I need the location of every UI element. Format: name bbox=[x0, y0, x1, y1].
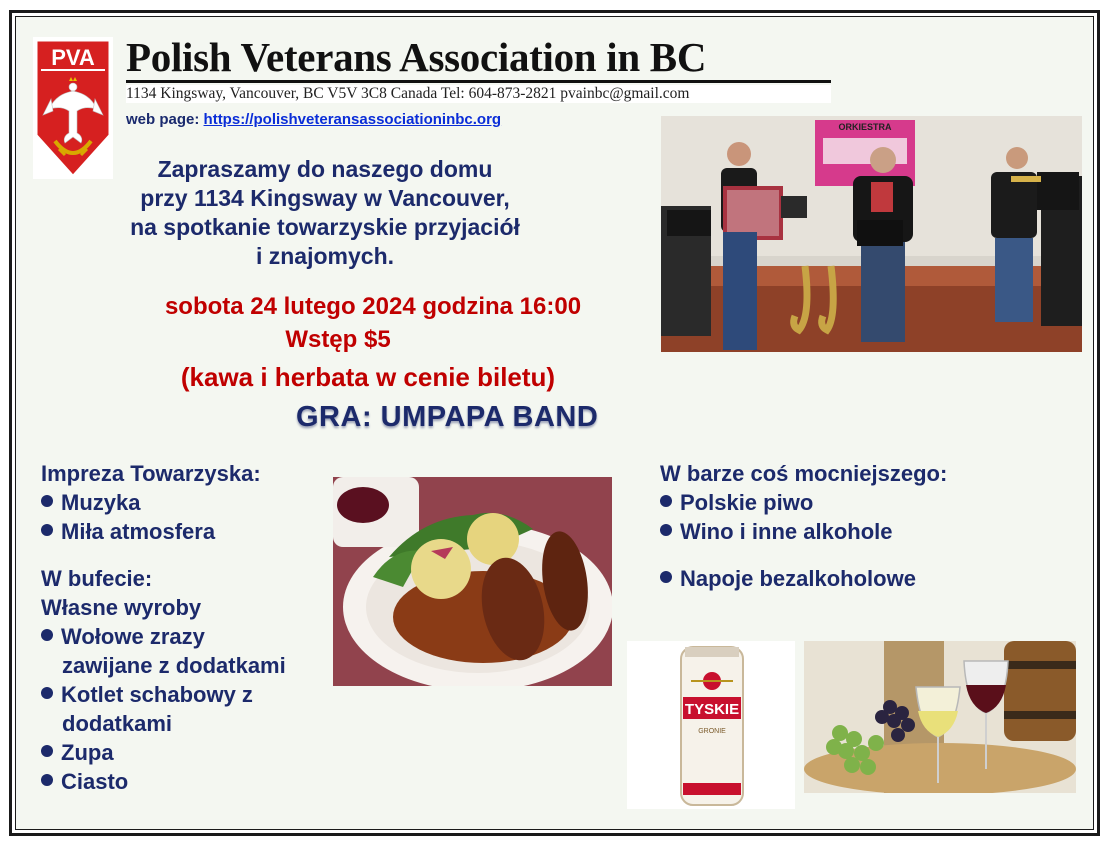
website-link[interactable]: https://polishveteransassociationinbc.org bbox=[203, 111, 502, 128]
invitation-line-4: i znajomych. bbox=[255, 243, 395, 269]
list-item: Polskie piwo bbox=[660, 488, 892, 517]
bullet-icon bbox=[41, 774, 53, 786]
list-item: Zupa bbox=[41, 738, 286, 767]
invitation-line-2: przy 1134 Kingsway w Vancouver, bbox=[140, 185, 510, 211]
social-event-heading: Impreza Towarzyska: bbox=[41, 461, 261, 486]
food-photo bbox=[333, 477, 612, 686]
bar-heading: W barze coś mocniejszego: bbox=[660, 461, 948, 486]
list-item: Wołowe zrazy bbox=[41, 622, 286, 651]
invitation-line-3: na spotkanie towarzyskie przyjaciół bbox=[130, 214, 520, 240]
social-event-list bbox=[41, 488, 215, 546]
included-drinks: (kawa i herbata w cenie biletu) bbox=[180, 362, 556, 392]
bullet-icon bbox=[660, 571, 672, 583]
banner-text: ORKIESTRA bbox=[838, 122, 892, 132]
buffet-subheading: Własne wyroby bbox=[41, 595, 202, 620]
list-item: Muzyka bbox=[41, 488, 215, 517]
buffet-list bbox=[41, 622, 286, 796]
title-divider bbox=[126, 80, 831, 83]
address-line: 1134 Kingsway, Vancouver, BC V5V 3C8 Canada Tel: 604-873-2821 pvainbc@gmail.com bbox=[126, 85, 831, 103]
bullet-icon bbox=[660, 524, 672, 536]
list-item: Miła atmosfera bbox=[41, 517, 215, 546]
list-item: Ciasto bbox=[41, 767, 286, 796]
web-page-line bbox=[126, 111, 501, 128]
bullet-icon bbox=[41, 687, 53, 699]
beer-sub-text: GRONIE bbox=[698, 728, 726, 735]
band-photo bbox=[661, 116, 1082, 352]
list-item: Napoje bezalkoholowe bbox=[660, 564, 916, 593]
beer-label-text: TYSKIE bbox=[684, 701, 740, 718]
bullet-icon bbox=[660, 495, 672, 507]
web-page-label: web page: bbox=[126, 111, 200, 128]
bar-extra-list bbox=[660, 564, 916, 593]
list-item: Wino i inne alkohole bbox=[660, 517, 892, 546]
band-name: GRA: UMPAPA BAND bbox=[296, 401, 599, 433]
logo-text: PVA bbox=[51, 45, 95, 70]
buffet-heading: W bufecie: bbox=[41, 566, 153, 591]
bullet-icon bbox=[41, 745, 53, 757]
bullet-icon bbox=[41, 629, 53, 641]
bullet-icon bbox=[41, 524, 53, 536]
list-item-continuation: zawijane z dodatkami bbox=[62, 653, 286, 678]
bullet-icon bbox=[41, 495, 53, 507]
bar-list bbox=[660, 488, 892, 546]
beer-can-photo bbox=[627, 641, 795, 809]
wine-grapes-photo bbox=[804, 641, 1076, 793]
entry-fee: Wstęp $5 bbox=[285, 326, 391, 353]
invitation-line-1: Zapraszamy do naszego domu bbox=[157, 156, 493, 182]
invitation-text bbox=[60, 155, 590, 271]
list-item-continuation: dodatkami bbox=[62, 711, 173, 736]
event-date: sobota 24 lutego 2024 godzina 16:00 bbox=[164, 293, 582, 320]
list-item: Kotlet schabowy z bbox=[41, 680, 286, 709]
organization-title: Polish Veterans Association in BC bbox=[126, 34, 707, 80]
